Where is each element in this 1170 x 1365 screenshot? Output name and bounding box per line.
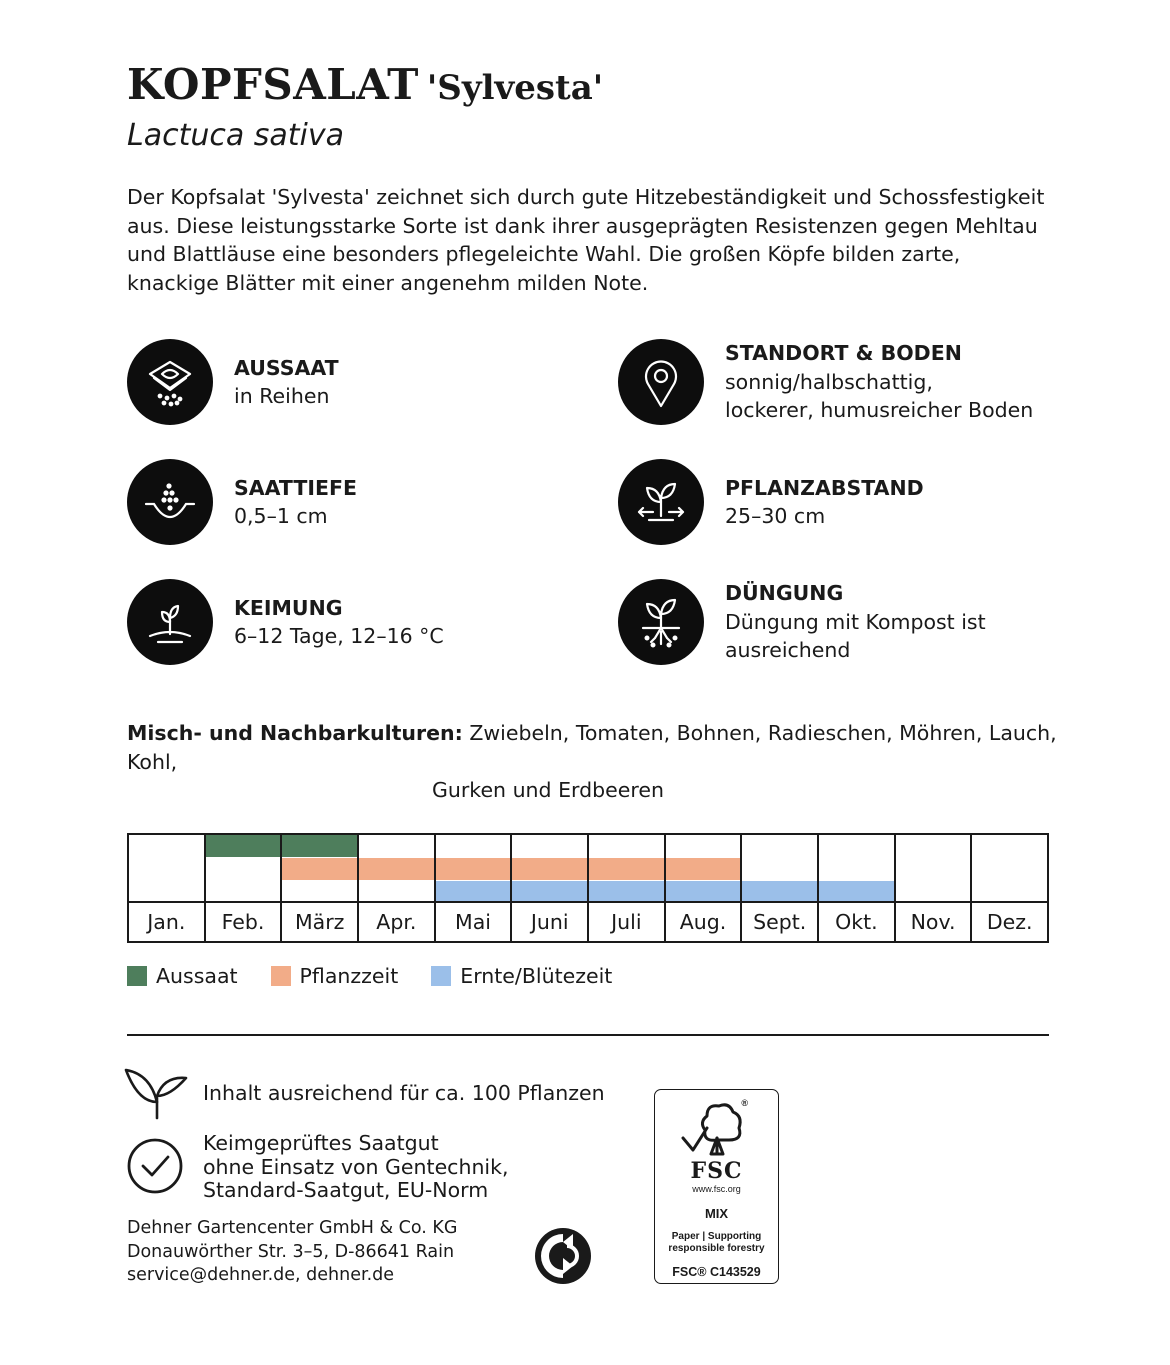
feature-pflanzabstand [618,459,924,545]
month-label: Juli [589,901,664,941]
title-variety: 'Sylvesta' [426,68,604,108]
feature-saattiefe [127,459,357,545]
month-label: Jan. [129,901,204,941]
saattiefe-label: SAATTIEFE [234,475,357,500]
month-label: Mai [436,901,511,941]
calendar-bar-harvest [819,881,894,903]
month-label: Sept. [742,901,817,941]
plant-spacing-icon [618,459,704,545]
calendar-bar-sow [206,835,281,857]
calendar-bar-harvest [589,881,664,903]
tested-line-2: ohne Einsatz von Gentechnik, [203,1154,509,1179]
month-label: Nov. [896,901,971,941]
companion-label: Misch- und Nachbarkulturen: [127,721,463,745]
feature-standort [618,339,1033,425]
location-pin-icon [618,339,704,425]
description: Der Kopfsalat 'Sylvesta' zeichnet sich durch gute Hitzebeständigkeit und Schossfestigkeit aus. Diese leistungsstarke Sorte ist dank ihrer ausgeprägten Resistenzen gegen Mehltau und Blattläuse eine besonders pflegeleichte Wahl. Die großen Köpfe bilden zarte, knackige Blätter mit einer angenehm milden Note. [127,185,1045,296]
address-line-3: service@dehner.de, dehner.de [127,1265,395,1285]
legend-plant-label: Pflanzzeit [299,964,399,988]
calendar-month [206,835,283,941]
plant-leaves-icon [120,1064,192,1129]
calendar-month [666,835,743,941]
tested-line-1: Keimgeprüftes Saatgut [203,1131,439,1155]
month-label: Dez. [972,901,1047,941]
companion-line-1: Zwiebeln, Tomaten, Bohnen, Radieschen, Möhren, Lauch, Kohl, [127,721,1057,774]
tested-line-3: Standard-Saatgut, EU-Norm [203,1178,489,1202]
feature-duengung [618,579,986,665]
duengung-label: DÜNGUNG [725,581,844,606]
legend-harvest [431,964,612,988]
calendar-month [819,835,896,941]
calendar-bar-plant [282,858,357,880]
calendar-bar-plant [589,858,664,880]
calendar-month [282,835,359,941]
month-label: Aug. [666,901,741,941]
fsc-mix: MIX [704,1206,729,1221]
calendar-month [742,835,819,941]
fsc-registered: ® [741,1098,748,1108]
calendar-bar-harvest [512,881,587,903]
checkmark-circle-icon [124,1135,186,1202]
fsc-url: www.fsc.org [692,1184,741,1194]
calendar-month [896,835,973,941]
legend-sow [127,964,238,988]
month-label: Feb. [206,901,281,941]
address-line-2: Donauwörther Str. 3–5, D-86641 Rain [127,1241,455,1262]
legend-sow-label: Aussaat [156,964,238,988]
sowing-calendar [127,833,1049,943]
calendar-month [972,835,1047,941]
content-info: Inhalt ausreichend für ca. 100 Pflanzen [203,1081,605,1105]
feature-aussaat [127,339,339,425]
month-label: Juni [512,901,587,941]
sprout-icon [127,579,213,665]
fsc-name: FSC [690,1158,743,1184]
pflanzabstand-value: 25–30 cm [725,504,826,528]
calendar-bar-sow [282,835,357,857]
divider [127,1034,1049,1036]
legend-plant [271,964,399,988]
title-name: KOPFSALAT [127,60,419,109]
standort-value: sonnig/halbschattig, lockerer, humusreicher Boden [725,369,1034,423]
saattiefe-value: 0,5–1 cm [234,504,328,528]
legend-plant-swatch [271,966,291,986]
month-label: Okt. [819,901,894,941]
company-address [127,1217,457,1288]
seed-depth-icon [127,459,213,545]
fsc-tree-logo [655,1090,778,1160]
standort-label: STANDORT & BODEN [725,341,962,366]
feature-keimung [127,579,444,665]
calendar-legend [127,964,645,988]
calendar-month [359,835,436,941]
companion-line-2: Gurken und Erdbeeren [432,778,664,802]
address-line-1: Dehner Gartencenter GmbH & Co. KG [127,1218,458,1238]
legend-harvest-swatch [431,966,451,986]
keimung-label: KEIMUNG [234,595,343,620]
calendar-bar-harvest [666,881,741,903]
calendar-month [129,835,206,941]
legend-harvest-label: Ernte/Blütezeit [460,964,613,988]
aussaat-value: in Reihen [234,384,330,408]
calendar-month [436,835,513,941]
companion-plants [127,719,1057,805]
aussaat-label: AUSSAAT [234,355,339,380]
month-label: Apr. [359,901,434,941]
seed-packet-icon [127,339,213,425]
calendar-month [589,835,666,941]
legend-sow-swatch [127,966,147,986]
tested-seed-info [203,1132,509,1203]
page-title [127,60,603,109]
green-dot-recycling-icon [533,1226,593,1291]
pflanzabstand-label: PFLANZABSTAND [725,475,924,500]
duengung-value: Düngung mit Kompost ist ausreichend [725,609,986,663]
fsc-label [654,1089,779,1284]
calendar-bar-plant [512,858,587,880]
latin-name: Lactuca sativa [127,118,345,153]
fsc-code: FSC® C143529 [672,1265,761,1279]
calendar-bar-plant [359,858,434,880]
calendar-bar-harvest [436,881,511,903]
fsc-paper: Paper | Supporting responsible forestry [668,1231,765,1254]
keimung-value: 6–12 Tage, 12–16 °C [234,624,444,648]
calendar-bar-plant [666,858,741,880]
month-label: März [282,901,357,941]
fertilizer-roots-icon [618,579,704,665]
calendar-month [512,835,589,941]
calendar-bar-plant [436,858,511,880]
calendar-bar-harvest [742,881,817,903]
